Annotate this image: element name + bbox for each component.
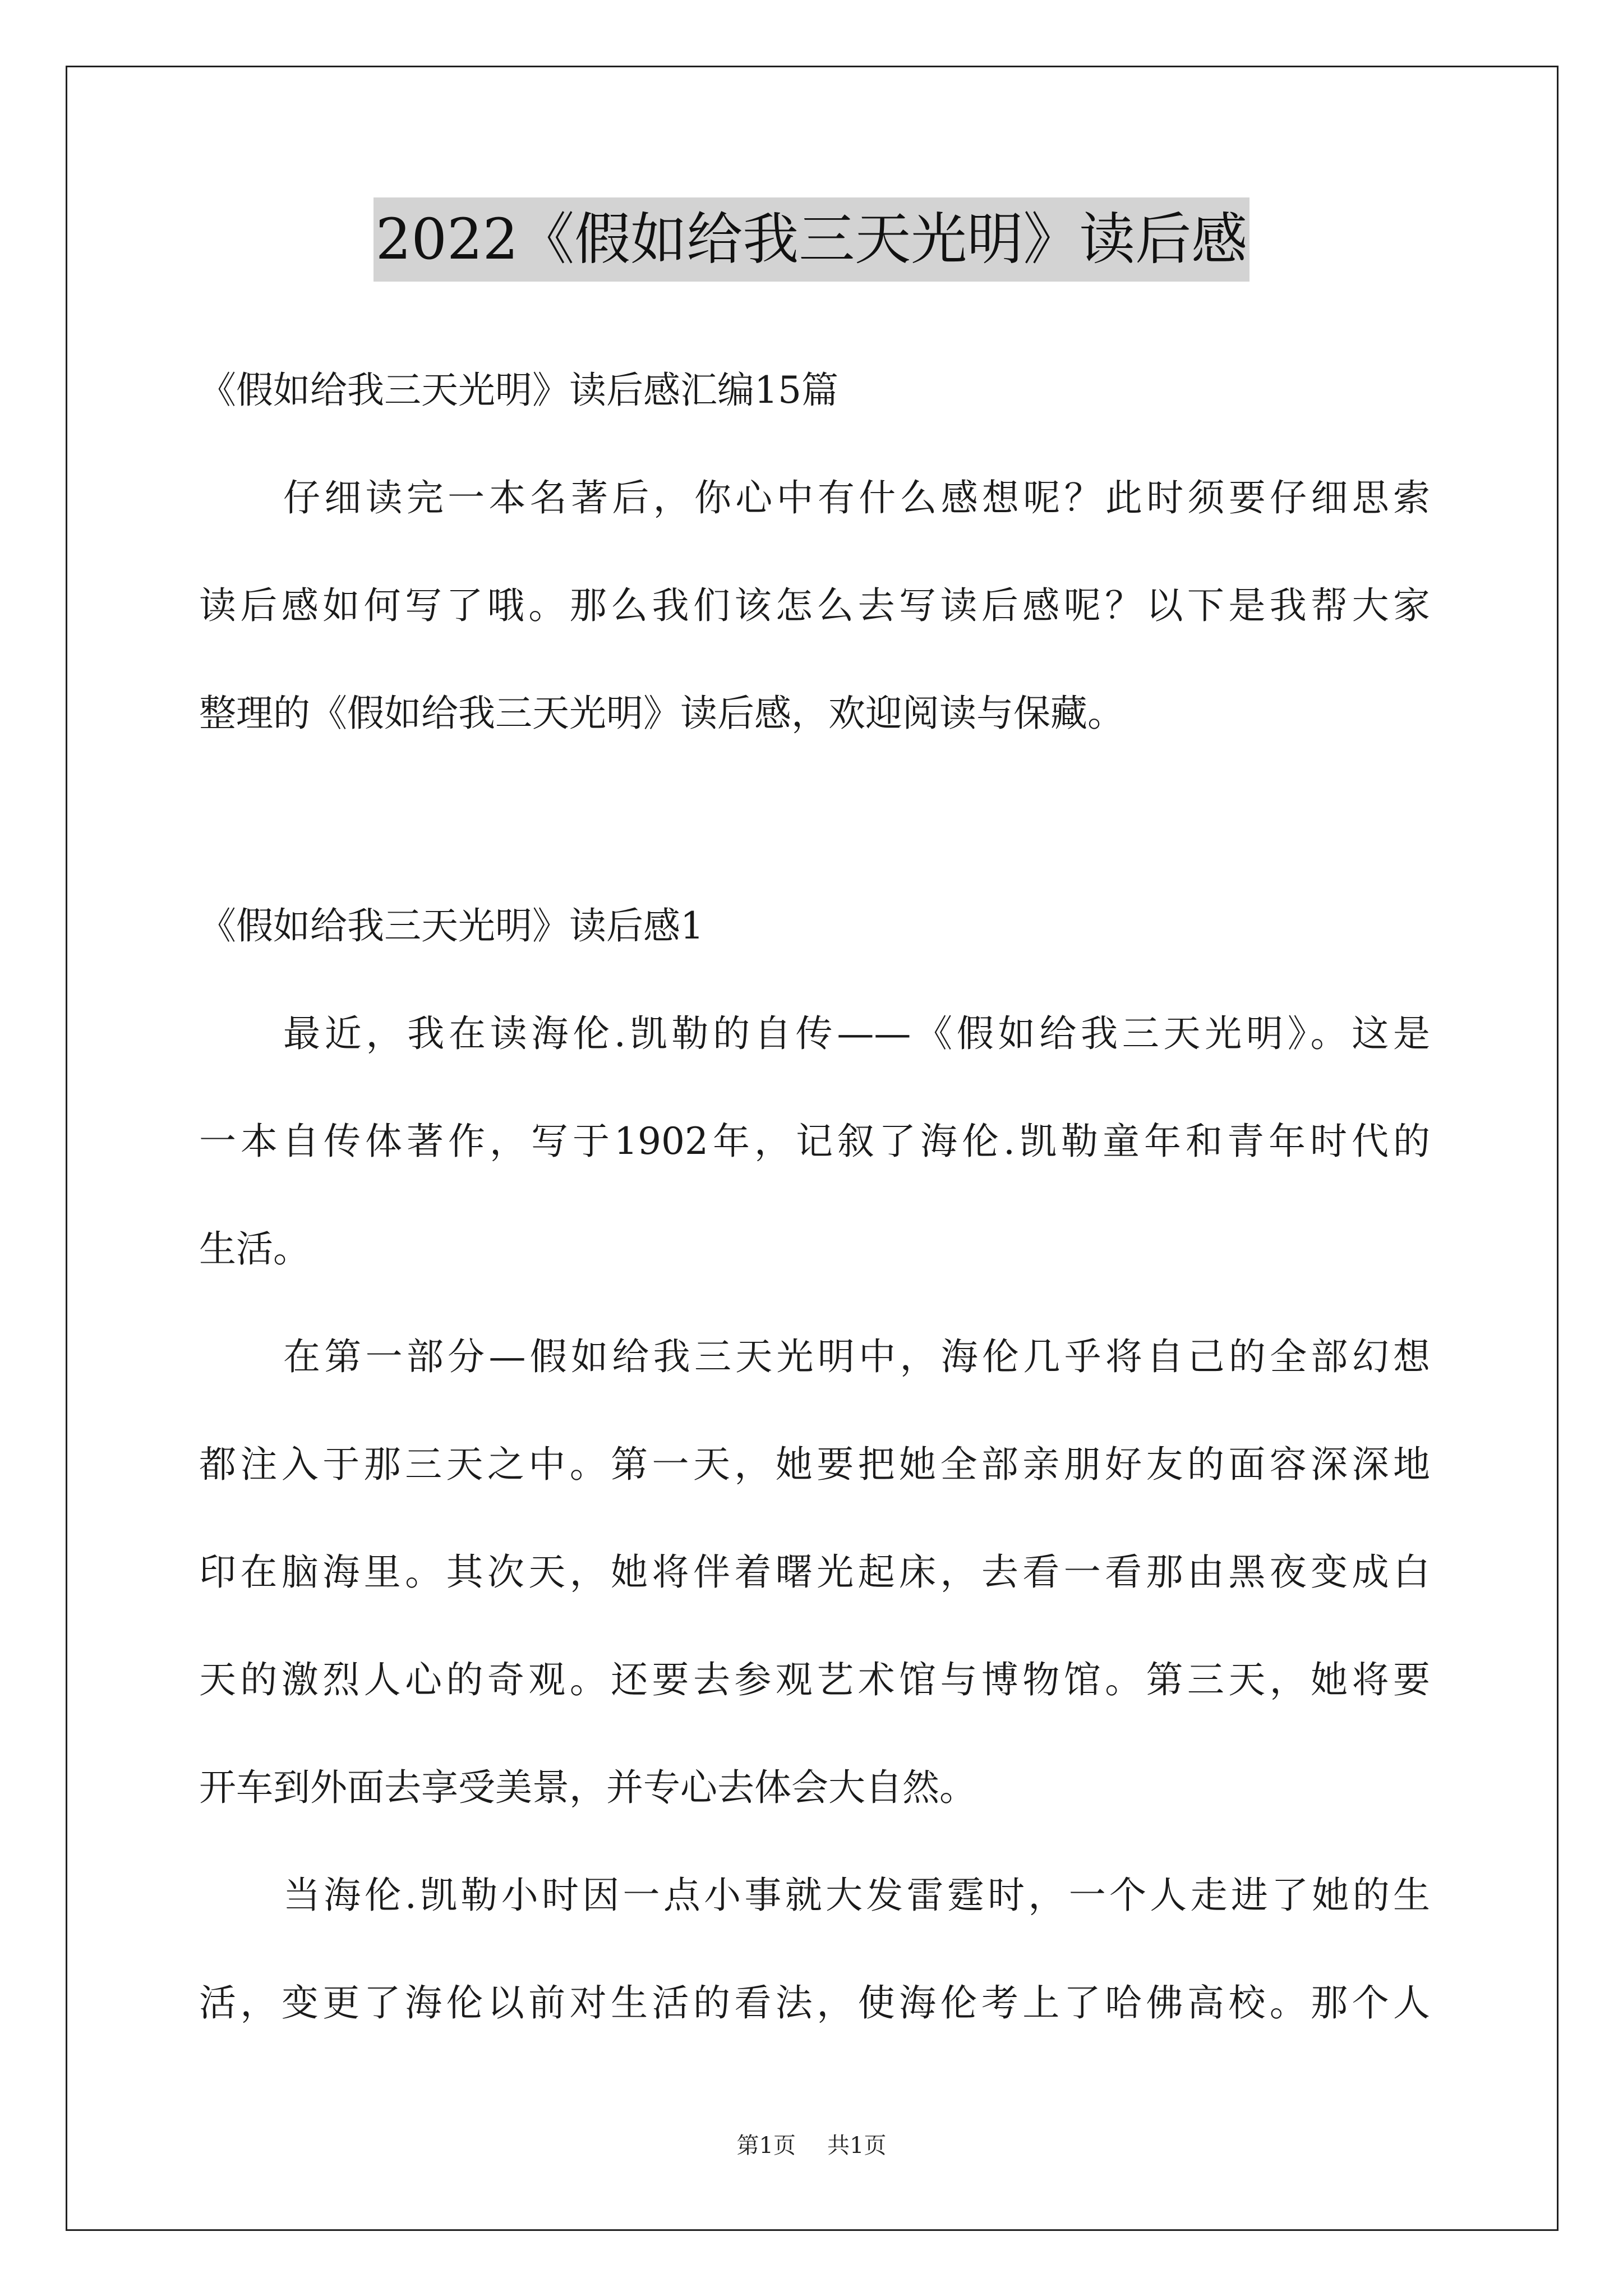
intro-line: 仔细读完一本名著后，你心中有什么感想呢？此时须要仔细思索 (283, 476, 1430, 519)
paragraph-line: 开车到外面去享受美景，并专心去体会大自然。 (199, 1766, 976, 1809)
paragraph-line: 活，变更了海伦以前对生活的看法，使海伦考上了哈佛高校。那个人 (199, 1981, 1430, 2024)
paragraph-line: 一本自传体著作，写于1902年，记叙了海伦.凯勒童年和青年时代的 (199, 1120, 1430, 1163)
page-total: 共1页 (827, 2133, 887, 2159)
page-number: 第1页 (736, 2133, 796, 2159)
document-body (199, 337, 1430, 2057)
intro-line: 读后感如何写了哦。那么我们该怎么去写读后感呢？以下是我帮大家 (199, 584, 1430, 627)
paragraph-line: 在第一部分—假如给我三天光明中，海伦几乎将自己的全部幻想 (283, 1335, 1430, 1378)
title-block (0, 197, 1623, 282)
paragraph-line: 当海伦.凯勒小时因一点小事就大发雷霆时，一个人走进了她的生 (283, 1874, 1430, 1917)
paragraph-line: 最近，我在读海伦.凯勒的自传——《假如给我三天光明》。这是 (283, 1012, 1430, 1055)
paragraph-line: 天的激烈人心的奇观。还要去参观艺术馆与博物馆。第三天，她将要 (199, 1658, 1430, 1701)
document-title: 2022《假如给我三天光明》读后感 (374, 197, 1250, 282)
paragraph-line: 生活。 (199, 1227, 310, 1271)
section-heading: 《假如给我三天光明》读后感1 (199, 904, 704, 947)
paragraph-line: 都注入于那三天之中。第一天，她要把她全部亲朋好友的面容深深地 (199, 1443, 1430, 1486)
page-footer (0, 2129, 1623, 2162)
document-subtitle: 《假如给我三天光明》读后感汇编15篇 (199, 369, 838, 412)
section-gap (199, 767, 1430, 872)
paragraph-line: 印在脑海里。其次天，她将伴着曙光起床，去看一看那由黑夜变成白 (199, 1550, 1430, 1594)
intro-line: 整理的《假如给我三天光明》读后感，欢迎阅读与保藏。 (199, 692, 1124, 735)
